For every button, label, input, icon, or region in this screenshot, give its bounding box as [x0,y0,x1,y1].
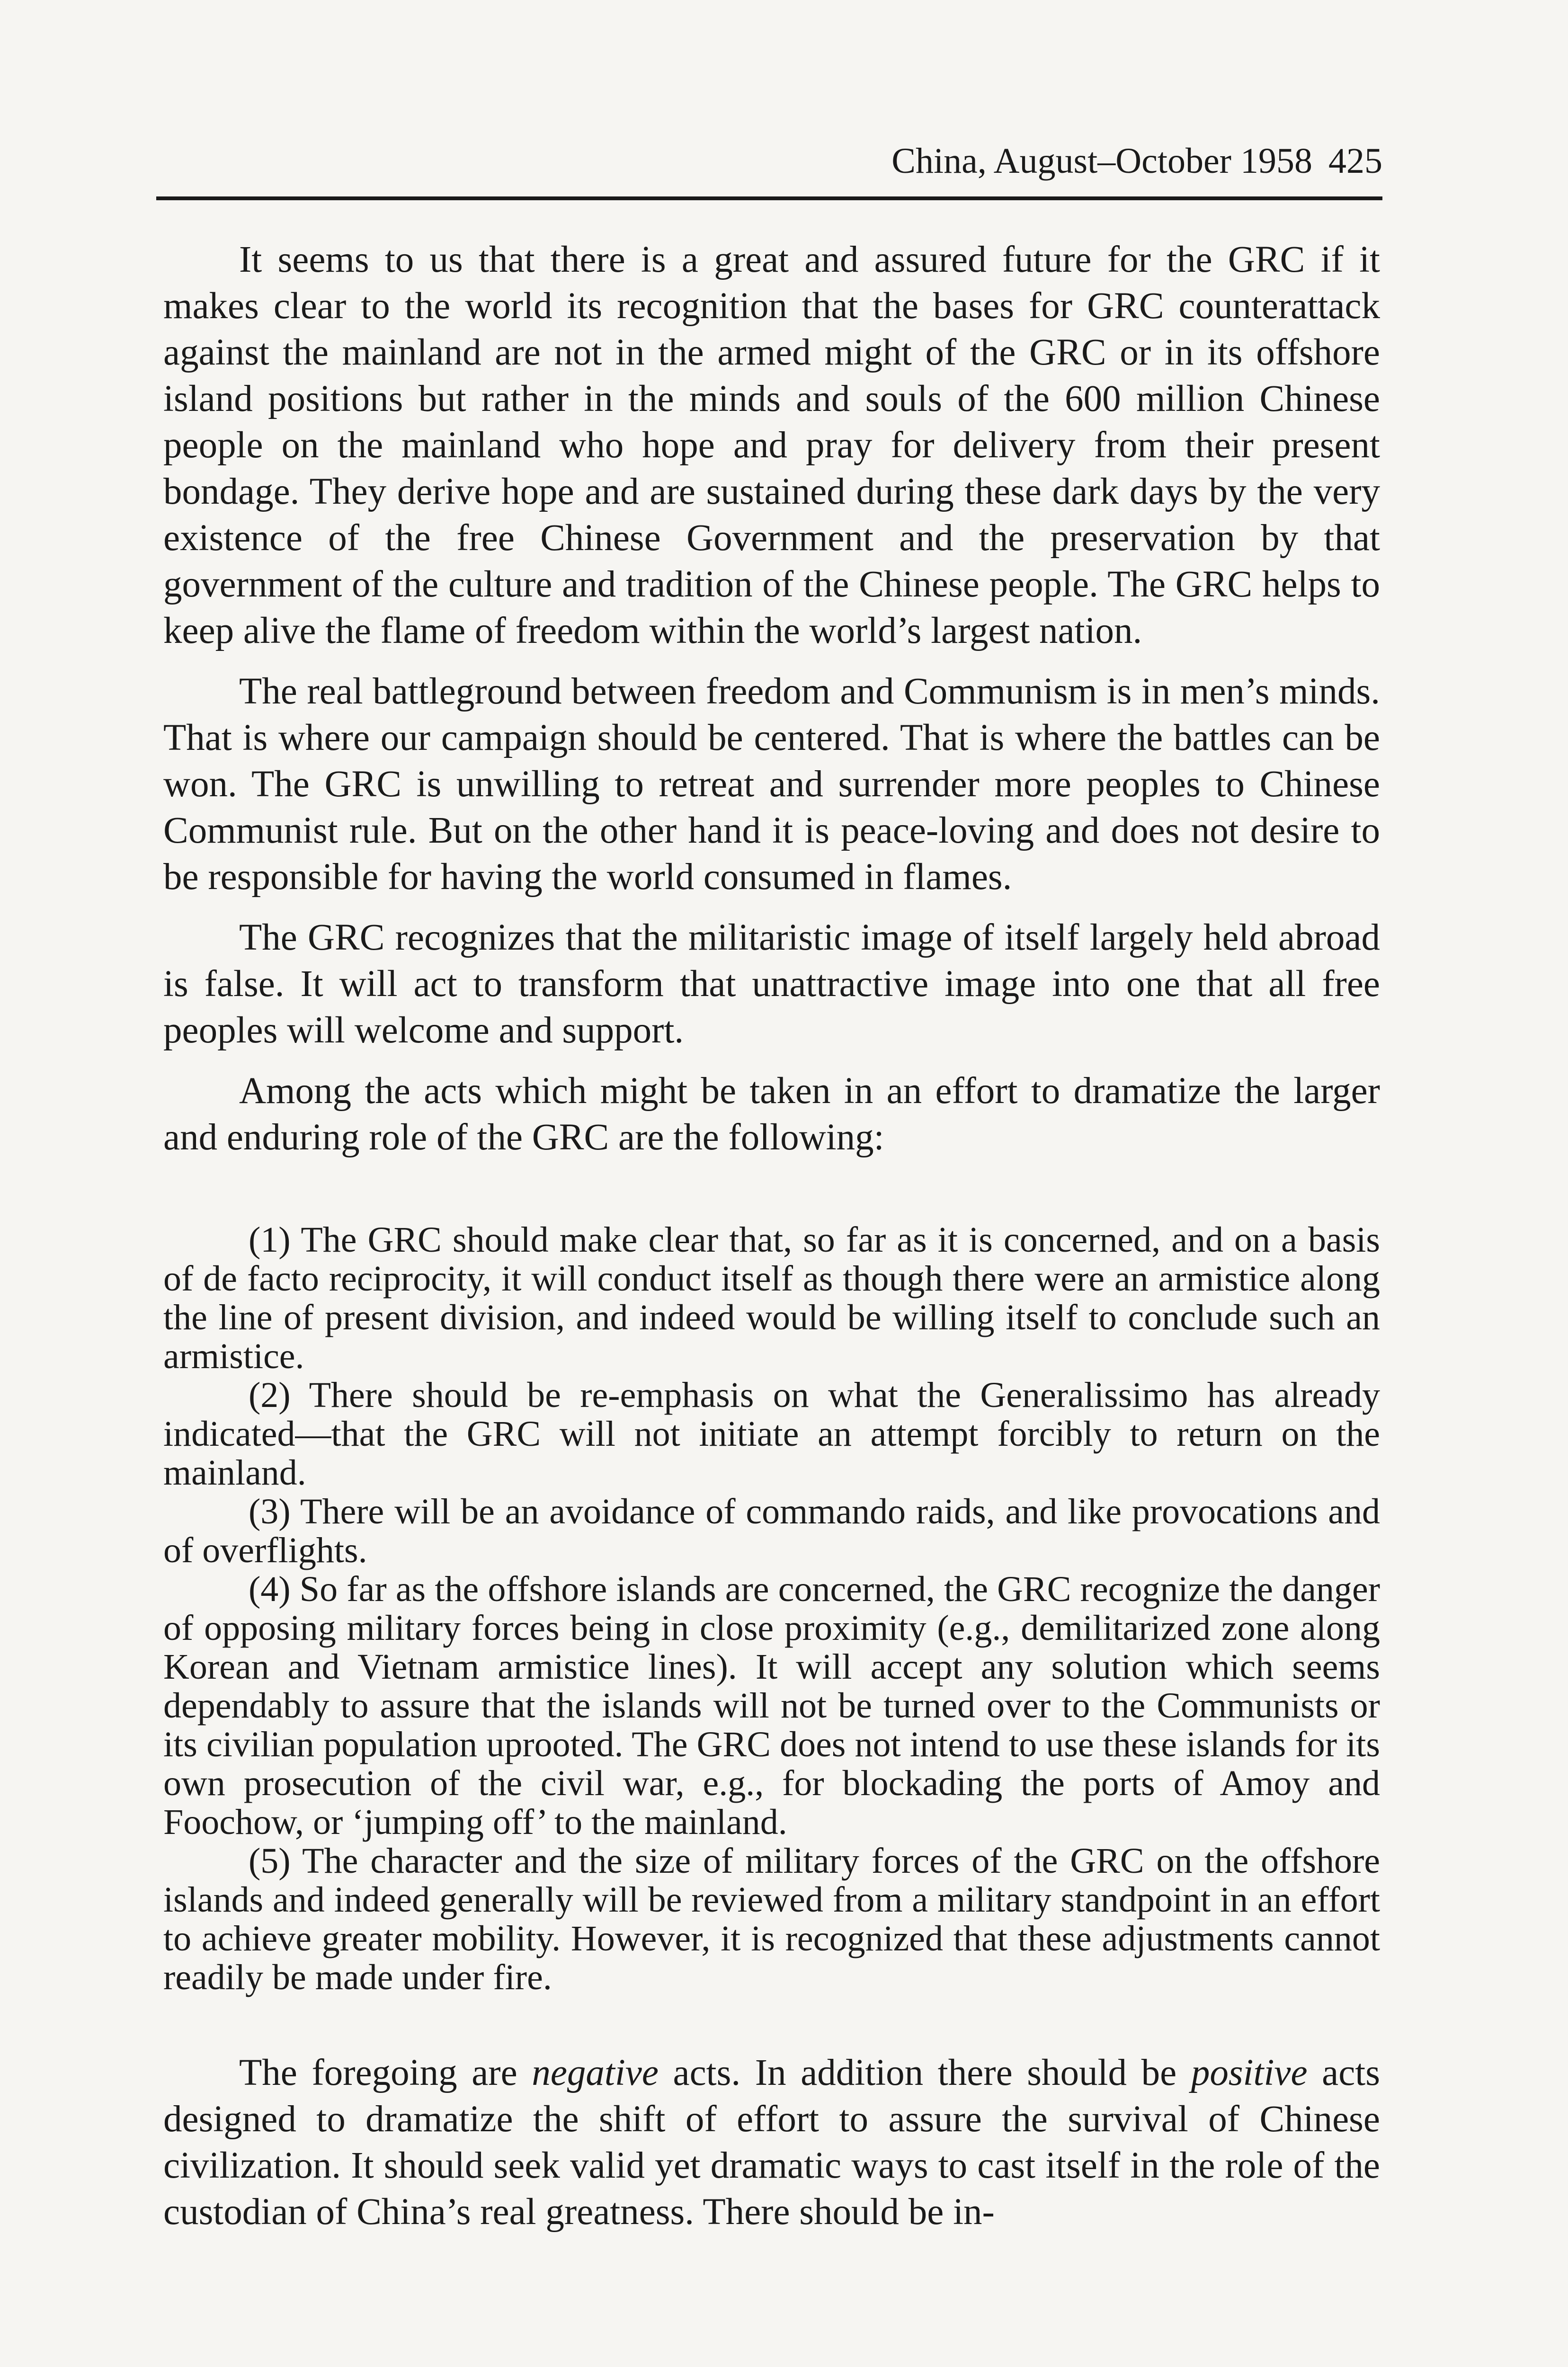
running-header [156,137,1382,185]
list-item-3: (3) There will be an avoidance of commando raids, and like provocations and of overflights. [163,1492,1380,1570]
running-title: China, August–October 1958 [891,141,1312,181]
list-item-5: (5) The character and the size of military forces of the GRC on the offshore islands and indeed generally will be reviewed from a military standpoint in an effort to achieve greater mobility. However, it is recognized that these adjustments cannot readily be made under fire. [163,1841,1380,1997]
list-item-2: (2) There should be re-emphasis on what the Generalissimo has already indicated—that the GRC will not initiate an attempt forcibly to return on the mainland. [163,1375,1380,1493]
paragraph-3: The GRC recognizes that the militaristic image of itself largely held abroad is false. It will act to transform that unattractive image into one that all free peoples will welcome and support. [163,917,1380,1051]
list-item-4: (4) So far as the offshore islands are concerned, the GRC recognize the danger of opposing military forces being in close proximity (e.g., demilitarized zone along Korean and Vietnam armistice lines). It will accept any solution which seems dependably to assure that the islands will not be turned over to the Communists or its civilian population uprooted. The GRC does not intend to use these islands for its own prosecution of the civil war, e.g., for blockading the ports of Amoy and Foochow, or ‘jumping off’ to the mainland. [163,1569,1380,1842]
numbered-list [163,1220,1380,1997]
paragraph-5: The foregoing are negative acts. In addition there should be positive acts designed to dramatize the shift of effort to assure the survival of Chinese civilization. It should seek valid yet dramatic ways to cast itself in the role of the custodian of China’s real greatness. There should be in- [163,2052,1380,2233]
body-text [163,237,1380,2235]
header-rule [156,196,1382,200]
emphasis-positive: positive [1191,2052,1308,2093]
paragraph-4: Among the acts which might be taken in an effort to dramatize the larger and enduring role of the GRC are the following: [163,1070,1380,1158]
page-number: 425 [1328,141,1382,181]
paragraph-1: It seems to us that there is a great and assured future for the GRC if it makes clear to the world its recognition that the bases for GRC counterattack against the mainland are not in the armed might of the GRC or in its offshore island positions but rather in the minds and souls of the 600 million Chinese people on the mainland who hope and pray for delivery from their present bondage. They derive hope and are sustained during these dark days by the very existence of the free Chinese Government and the preservation by that government of the culture and tradition of the Chinese people. The GRC helps to keep alive the flame of freedom within the world’s largest nation. [163,239,1380,651]
paragraph-2: The real battleground between freedom and Communism is in men’s minds. That is where our campaign should be centered. That is where the battles can be won. The GRC is unwilling to retreat and surrender more peoples to Chinese Communist rule. But on the other hand it is peace-loving and does not desire to be responsible for having the world consumed in flames. [163,671,1380,898]
emphasis-negative: negative [532,2052,659,2093]
list-item-1: (1) The GRC should make clear that, so far as it is concerned, and on a basis of de facto reciprocity, it will conduct itself as though there were an armistice along the line of present division, and indeed would be willing itself to conclude such an armistice. [163,1220,1380,1376]
